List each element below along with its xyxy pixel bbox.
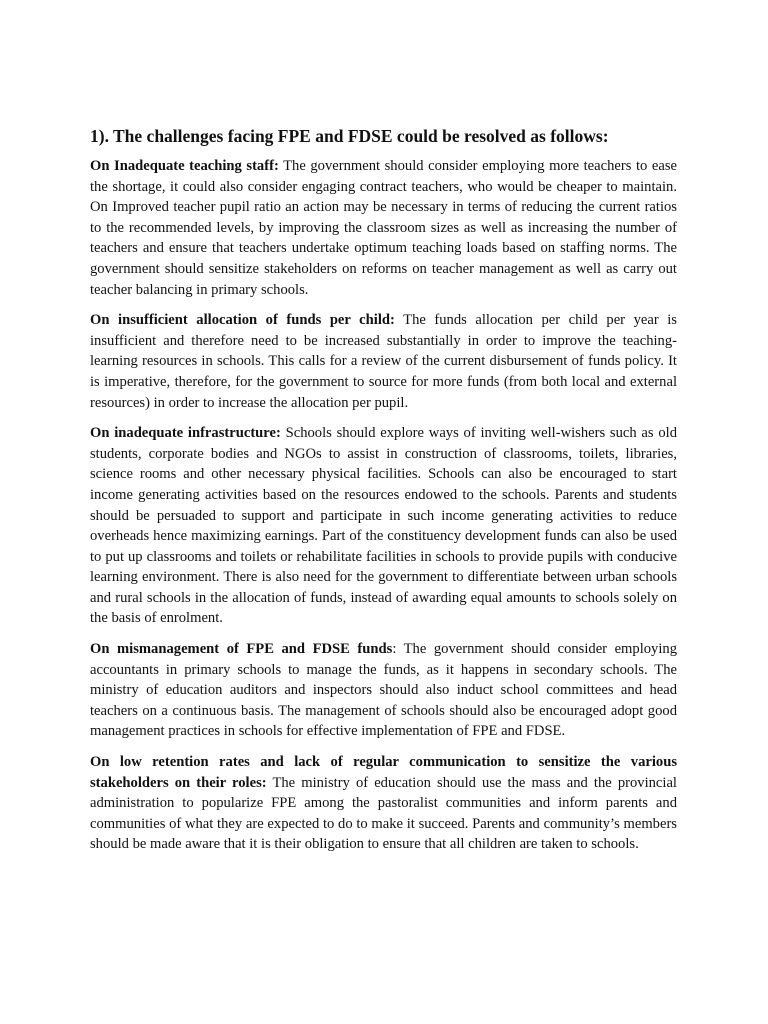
section-inadequate-teaching-staff — [90, 156, 677, 300]
section-title: On mismanagement of FPE and FDSE funds — [90, 641, 393, 658]
section-body: Schools should explore ways of inviting well-wishers such as old students, corporate bodies and NGOs to assist in construction of classrooms, toilets, libraries, science rooms and other necessary physical facilities. Schools can also be encouraged to start income generating activities based on the resources endowed to the schools. Parents and students should be persuaded to support and participate in such income generating activities to reduce overheads hence maximizing earnings. Part of the constituency development funds can also be used to put up classrooms and toilets or rehabilitate facilities in schools to provide pupils with conducive learning environment. There is also need for the government to differentiate between urban schools and rural schools in the allocation of funds, instead of awarding equal amounts to schools solely on the basis of enrolment. — [90, 425, 677, 627]
section-body: The ministry of education should use the mass and the provincial administration to popularize FPE among the pastoralist communities and inform parents and communities of what they are expected to do to make it succeed. Parents and community’s members should be made aware that it is their obligation to ensure that all children are taken to schools. — [90, 774, 677, 853]
section-body: The funds allocation per child per year is insufficient and therefore need to be increased substantially in order to improve the teaching-learning resources in schools. This calls for a review of the current disbursement of funds policy. It is imperative, therefore, for the government to source for more funds (from both local and external resources) in order to increase the allocation per pupil. — [90, 312, 677, 411]
section-body: The government should consider employing more teachers to ease the shortage, it could also consider engaging contract teachers, who would be cheaper to maintain. On Improved teacher pupil ratio an action may be necessary in terms of reducing the current ratios to the recommended levels, by improving the classroom sizes as well as increasing the number of teachers and ensure that teachers undertake optimum teaching loads based on staffing norms. The government should sensitize stakeholders on reforms on teacher management as well as carry out teacher balancing in primary schools. — [90, 158, 678, 298]
section-body: : The government should consider employing accountants in primary schools to manage the funds, as it happens in secondary schools. The ministry of education auditors and inspectors should also induct school committees and head teachers on a continuous basis. The management of schools should also be encouraged adopt good management practices in schools for effective implementation of FPE and FDSE. — [90, 641, 677, 740]
section-title: On inadequate infrastructure: — [90, 425, 281, 442]
section-title: On low retention rates and lack of regular communication to sensitize the various stakeholders on their roles: — [90, 754, 677, 791]
section-mismanagement-of-funds — [90, 639, 677, 742]
page-heading: 1). The challenges facing FPE and FDSE could be resolved as follows: — [90, 126, 609, 146]
document-page — [90, 124, 677, 865]
section-title: On Inadequate teaching staff: — [90, 158, 279, 174]
section-inadequate-infrastructure — [90, 423, 677, 629]
section-title: On insufficient allocation of funds per child: — [90, 312, 395, 329]
section-low-retention-rates — [90, 752, 677, 855]
section-insufficient-funds — [90, 310, 677, 413]
